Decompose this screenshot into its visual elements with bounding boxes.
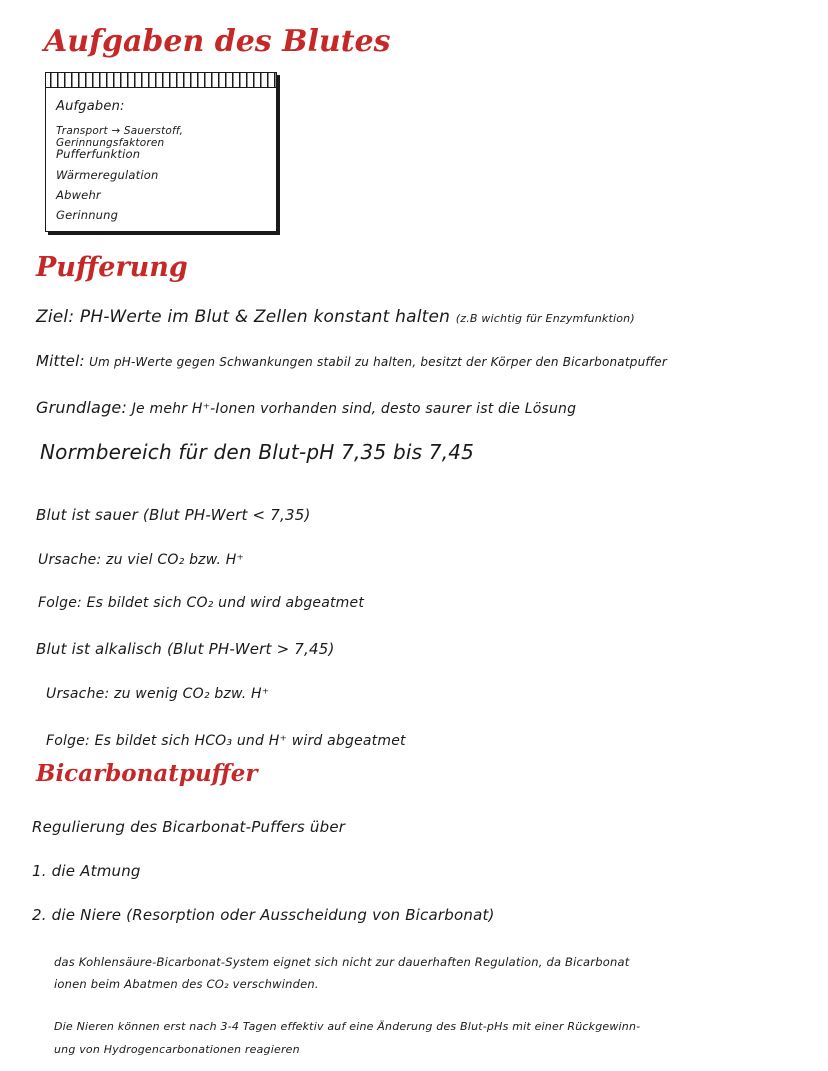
sauer-ursache: Ursache: zu viel CO₂ bzw. H⁺ — [38, 552, 245, 568]
regulierung-item-2: 2. die Niere (Resorption oder Ausscheidung von Bicarbonat) — [32, 906, 495, 924]
sauer-title: Blut ist sauer (Blut PH-Wert < 7,35) — [36, 506, 311, 524]
alkalisch-title: Blut ist alkalisch (Blut PH-Wert > 7,45) — [36, 640, 335, 658]
paragraph-1-line-1: das Kohlensäure-Bicarbonat-System eignet sich nicht zur dauerhaften Regulation, da Bicarbonat — [54, 955, 630, 969]
tasks-heading: Aufgaben: — [56, 99, 125, 114]
sauer-folge: Folge: Es bildet sich CO₂ und wird abgeatmet — [38, 595, 365, 611]
section-heading-pufferung: Pufferung — [36, 252, 188, 283]
ziel-line — [36, 307, 635, 327]
ziel-note: (z.B wichtig für Enzymfunktion) — [455, 312, 635, 325]
grundlage-text: Je mehr H⁺-Ionen vorhanden sind, desto saurer ist die Lösung — [131, 401, 577, 417]
paragraph-2-line-1: Die Nieren können erst nach 3-4 Tagen effektiv auf eine Änderung des Blut-pHs mit einer Rückgewinn- — [54, 1020, 641, 1033]
grundlage-label: Grundlage: — [36, 398, 128, 417]
alkalisch-folge: Folge: Es bildet sich HCO₃ und H⁺ wird abgeatmet — [46, 733, 406, 749]
ziel-label: Ziel: — [36, 307, 75, 327]
task-item: Gerinnung — [56, 208, 119, 222]
mittel-label: Mittel: — [36, 352, 85, 370]
task-item: Abwehr — [56, 188, 101, 202]
task-item: Pufferfunktion — [56, 147, 141, 161]
alkalisch-ursache: Ursache: zu wenig CO₂ bzw. H⁺ — [46, 686, 270, 702]
regulierung-item-1: 1. die Atmung — [32, 862, 141, 880]
page-title: Aufgaben des Blutes — [44, 24, 391, 59]
tasks-notebook-box — [45, 72, 277, 232]
spiral-binding-icon — [46, 73, 276, 88]
regulierung-line: Regulierung des Bicarbonat-Puffers über — [32, 818, 346, 836]
grundlage-line — [36, 398, 576, 417]
paragraph-2-line-2: ung von Hydrogencarbonationen reagieren — [54, 1043, 300, 1056]
ziel-text: PH-Werte im Blut & Zellen konstant halten — [79, 307, 451, 327]
paragraph-1-line-2: ionen beim Abatmen des CO₂ verschwinden. — [54, 977, 319, 991]
normbereich-line: Normbereich für den Blut-pH 7,35 bis 7,45 — [40, 440, 475, 464]
task-item: Transport → Sauerstoff, Gerinnungsfaktoren — [56, 125, 184, 149]
mittel-text: Um pH-Werte gegen Schwankungen stabil zu halten, besitzt der Körper den Bicarbonatpuffer — [89, 355, 667, 369]
section-heading-bicarbonatpuffer: Bicarbonatpuffer — [36, 760, 258, 787]
mittel-line — [36, 352, 667, 370]
task-item: Wärmeregulation — [56, 168, 159, 182]
